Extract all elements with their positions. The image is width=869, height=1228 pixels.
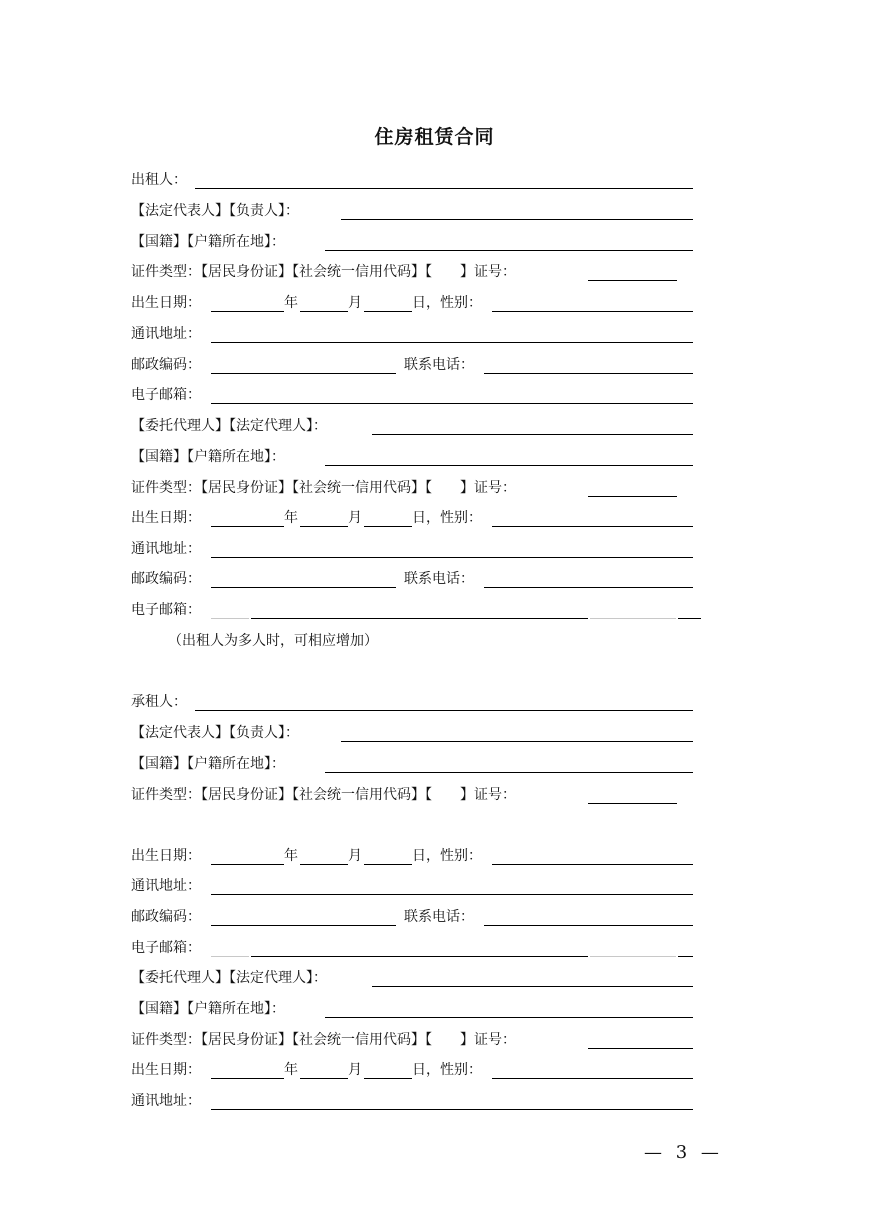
nationality-label: 【国籍】【户籍所在地】： <box>131 1001 285 1017</box>
email-blank[interactable] <box>251 956 588 957</box>
address-blank[interactable] <box>211 342 693 343</box>
gender-blank[interactable] <box>492 526 693 527</box>
nationality-blank[interactable] <box>325 1017 693 1018</box>
birth-label: 出生日期： <box>131 510 201 526</box>
lessor-note: （出租人为多人时，可相应增加） <box>168 633 378 649</box>
birth-year-blank[interactable] <box>211 526 284 527</box>
postcode-blank[interactable] <box>211 925 396 926</box>
birth-label: 出生日期： <box>131 295 201 311</box>
legal-rep-label: 【法定代表人】【负责人】： <box>131 725 299 741</box>
agent-blank[interactable] <box>372 434 693 435</box>
phone-label: 联系电话： <box>404 571 474 587</box>
email-blank-faint <box>590 618 676 619</box>
nationality-blank[interactable] <box>325 250 693 251</box>
month-label: 月 <box>348 1062 362 1078</box>
address-label: 通讯地址： <box>131 326 201 342</box>
month-label: 月 <box>348 510 362 526</box>
email-blank-faint <box>211 618 249 619</box>
postcode-label: 邮政编码： <box>131 909 201 925</box>
email-blank[interactable] <box>211 403 693 404</box>
id-number-blank[interactable] <box>588 1048 693 1049</box>
address-blank[interactable] <box>211 894 693 895</box>
year-label: 年 <box>284 1062 298 1078</box>
phone-blank[interactable] <box>484 925 693 926</box>
birth-label: 出生日期： <box>131 848 201 864</box>
document-title: 住房租赁合同 <box>374 126 495 148</box>
agent-blank[interactable] <box>372 986 693 987</box>
email-label: 电子邮箱： <box>131 940 201 956</box>
birth-year-blank[interactable] <box>211 311 284 312</box>
id-type-label: 证件类型：【居民身份证】【社会统一信用代码】【 】证号： <box>131 264 516 280</box>
nationality-blank[interactable] <box>325 772 693 773</box>
month-label: 月 <box>348 848 362 864</box>
phone-label: 联系电话： <box>404 909 474 925</box>
lessor-label: 出租人： <box>131 172 187 188</box>
email-label: 电子邮箱： <box>131 387 201 403</box>
birth-day-blank[interactable] <box>364 1078 412 1079</box>
birth-year-blank[interactable] <box>211 1078 284 1079</box>
id-number-blank[interactable] <box>588 496 677 497</box>
id-type-label: 证件类型：【居民身份证】【社会统一信用代码】【 】证号： <box>131 480 516 496</box>
legal-rep-blank[interactable] <box>341 219 693 220</box>
postcode-blank[interactable] <box>211 587 396 588</box>
postcode-label: 邮政编码： <box>131 357 201 373</box>
postcode-blank[interactable] <box>211 373 396 374</box>
phone-label: 联系电话： <box>404 357 474 373</box>
id-type-label: 证件类型：【居民身份证】【社会统一信用代码】【 】证号： <box>131 1032 516 1048</box>
birth-month-blank[interactable] <box>300 311 348 312</box>
email-blank[interactable] <box>251 618 588 619</box>
gender-blank[interactable] <box>492 864 693 865</box>
nationality-label: 【国籍】【户籍所在地】： <box>131 234 285 250</box>
address-blank[interactable] <box>211 1109 693 1110</box>
agent-label: 【委托代理人】【法定代理人】： <box>131 970 327 986</box>
birth-day-blank[interactable] <box>364 311 412 312</box>
lessee-label: 承租人： <box>131 694 187 710</box>
email-label: 电子邮箱： <box>131 602 201 618</box>
year-label: 年 <box>284 295 298 311</box>
page-number: — 3 — <box>644 1142 723 1163</box>
lessor-blank[interactable] <box>195 188 693 189</box>
address-label: 通讯地址： <box>131 878 201 894</box>
email-blank-faint <box>211 956 249 957</box>
month-label: 月 <box>348 295 362 311</box>
postcode-label: 邮政编码： <box>131 571 201 587</box>
day-gender-label: 日，性别： <box>412 1062 482 1078</box>
nationality-label: 【国籍】【户籍所在地】： <box>131 449 285 465</box>
id-number-blank[interactable] <box>588 803 677 804</box>
email-blank-tail[interactable] <box>678 618 701 619</box>
gender-blank[interactable] <box>492 311 693 312</box>
year-label: 年 <box>284 848 298 864</box>
year-label: 年 <box>284 510 298 526</box>
address-blank[interactable] <box>211 557 693 558</box>
legal-rep-blank[interactable] <box>341 741 693 742</box>
id-number-blank[interactable] <box>588 280 677 281</box>
email-blank-tail[interactable] <box>678 956 693 957</box>
id-type-label: 证件类型：【居民身份证】【社会统一信用代码】【 】证号： <box>131 787 516 803</box>
email-blank-faint <box>590 956 676 957</box>
birth-month-blank[interactable] <box>300 526 348 527</box>
birth-year-blank[interactable] <box>211 864 284 865</box>
day-gender-label: 日，性别： <box>412 848 482 864</box>
birth-month-blank[interactable] <box>300 864 348 865</box>
phone-blank[interactable] <box>484 373 693 374</box>
agent-label: 【委托代理人】【法定代理人】： <box>131 418 327 434</box>
day-gender-label: 日，性别： <box>412 510 482 526</box>
day-gender-label: 日，性别： <box>412 295 482 311</box>
address-label: 通讯地址： <box>131 541 201 557</box>
phone-blank[interactable] <box>484 587 693 588</box>
legal-rep-label: 【法定代表人】【负责人】： <box>131 203 299 219</box>
birth-label: 出生日期： <box>131 1062 201 1078</box>
gender-blank[interactable] <box>492 1078 693 1079</box>
birth-month-blank[interactable] <box>300 1078 348 1079</box>
birth-day-blank[interactable] <box>364 864 412 865</box>
address-label: 通讯地址： <box>131 1093 201 1109</box>
nationality-blank[interactable] <box>325 465 693 466</box>
nationality-label: 【国籍】【户籍所在地】： <box>131 756 285 772</box>
birth-day-blank[interactable] <box>364 526 412 527</box>
lessee-blank[interactable] <box>195 710 693 711</box>
